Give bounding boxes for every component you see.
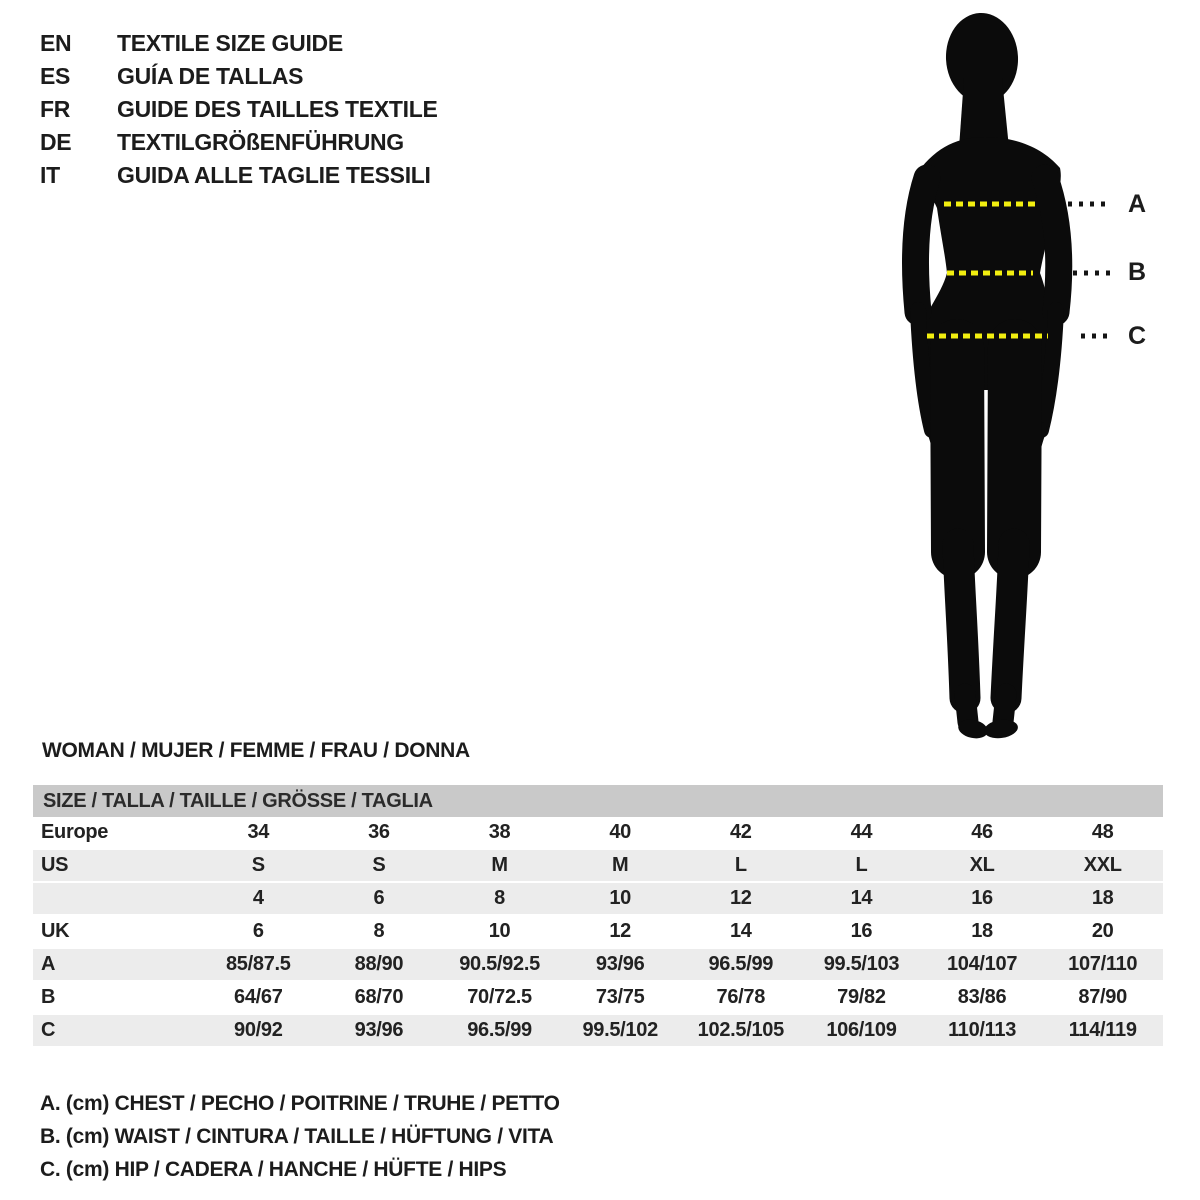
silhouette-left-upper-arm <box>915 178 927 312</box>
silhouette-right-foot <box>983 718 1019 741</box>
table-cell: L <box>681 849 802 882</box>
table-cell: 34 <box>198 817 319 849</box>
table-cell: S <box>319 849 440 882</box>
table-cell: XL <box>922 849 1043 882</box>
lang-code-it: IT <box>40 162 60 188</box>
table-cell: 87/90 <box>1042 981 1163 1014</box>
title-row-it <box>40 159 438 192</box>
table-cell: 46 <box>922 817 1043 849</box>
table-cell: 12 <box>681 882 802 915</box>
title-row-fr <box>40 93 438 126</box>
legend-chest: A. (cm) CHEST / PECHO / POITRINE / TRUHE / PETTO <box>40 1092 560 1115</box>
marker-label-c: C <box>1128 322 1147 350</box>
row-label-c: C <box>33 1014 198 1047</box>
silhouette-right-upper-arm <box>1045 178 1059 312</box>
table-cell: 16 <box>801 915 922 948</box>
table-cell: 8 <box>439 882 560 915</box>
woman-silhouette <box>915 11 1060 741</box>
table-cell: 68/70 <box>319 981 440 1014</box>
row-label-a: A <box>33 948 198 981</box>
measurement-legend <box>40 1087 560 1186</box>
silhouette-left-calf <box>958 544 965 698</box>
table-cell: 73/75 <box>560 981 681 1014</box>
table-cell: 12 <box>560 915 681 948</box>
table-cell: 16 <box>922 882 1043 915</box>
title-row-de <box>40 126 438 159</box>
table-cell: 93/96 <box>560 948 681 981</box>
table-cell: 20 <box>1042 915 1163 948</box>
lang-code-de: DE <box>40 129 72 155</box>
table-cell: 90/92 <box>198 1014 319 1047</box>
table-cell: 96.5/99 <box>681 948 802 981</box>
table-cell: 18 <box>1042 882 1163 915</box>
language-title-list <box>40 27 438 192</box>
title-row-es <box>40 60 438 93</box>
title-row-en <box>40 27 438 60</box>
size-table-header: SIZE / TALLA / TAILLE / GRÖSSE / TAGLIA <box>33 785 1163 817</box>
silhouette-left-ankle <box>965 694 968 722</box>
table-cell: 70/72.5 <box>439 981 560 1014</box>
legend-hip: C. (cm) HIP / CADERA / HANCHE / HÜFTE / HIPS <box>40 1158 507 1181</box>
table-cell: S <box>198 849 319 882</box>
table-row-europe <box>33 817 1163 849</box>
row-label-europe: Europe <box>33 817 198 849</box>
table-cell: 99.5/102 <box>560 1014 681 1047</box>
section-title-woman: WOMAN / MUJER / FEMME / FRAU / DONNA <box>42 739 470 762</box>
table-cell: 114/119 <box>1042 1014 1163 1047</box>
size-table-section <box>33 785 1163 1048</box>
table-cell: 90.5/92.5 <box>439 948 560 981</box>
table-cell: 104/107 <box>922 948 1043 981</box>
silhouette-right-calf <box>1006 544 1014 698</box>
table-cell: 110/113 <box>922 1014 1043 1047</box>
woman-silhouette-figure <box>885 10 1125 755</box>
table-cell: 96.5/99 <box>439 1014 560 1047</box>
table-cell: 79/82 <box>801 981 922 1014</box>
title-es: GUÍA DE TALLAS <box>117 63 304 89</box>
title-en: TEXTILE SIZE GUIDE <box>117 30 343 56</box>
lang-code-en: EN <box>40 30 72 56</box>
size-table <box>33 817 1163 1048</box>
table-row-us-numbers <box>33 882 1163 915</box>
table-cell: 10 <box>560 882 681 915</box>
table-row-waist-b <box>33 981 1163 1014</box>
lang-code-fr: FR <box>40 96 71 122</box>
table-cell: 76/78 <box>681 981 802 1014</box>
table-cell: 14 <box>801 882 922 915</box>
table-cell: M <box>439 849 560 882</box>
table-cell: XXL <box>1042 849 1163 882</box>
table-cell: 6 <box>198 915 319 948</box>
table-row-chest-a <box>33 948 1163 981</box>
marker-label-b: B <box>1128 258 1147 286</box>
table-cell: 93/96 <box>319 1014 440 1047</box>
table-cell: 99.5/103 <box>801 948 922 981</box>
table-cell: 64/67 <box>198 981 319 1014</box>
legend-waist: B. (cm) WAIST / CINTURA / TAILLE / HÜFTUNG / VITA <box>40 1125 554 1148</box>
table-cell: 14 <box>681 915 802 948</box>
table-cell: 102.5/105 <box>681 1014 802 1047</box>
table-cell: 18 <box>922 915 1043 948</box>
table-cell: 85/87.5 <box>198 948 319 981</box>
table-row-us-letters <box>33 849 1163 882</box>
table-cell: 40 <box>560 817 681 849</box>
table-cell: L <box>801 849 922 882</box>
row-label-b: B <box>33 981 198 1014</box>
silhouette-right-ankle <box>1003 694 1006 722</box>
table-row-hip-c <box>33 1014 1163 1047</box>
row-label-uk: UK <box>33 915 198 948</box>
table-cell: 36 <box>319 817 440 849</box>
table-cell: 4 <box>198 882 319 915</box>
row-label-blank <box>33 882 198 915</box>
table-cell: M <box>560 849 681 882</box>
table-cell: 42 <box>681 817 802 849</box>
lang-code-es: ES <box>40 63 71 89</box>
marker-label-a: A <box>1128 190 1147 218</box>
row-label-us: US <box>33 849 198 882</box>
title-fr: GUIDE DES TAILLES TEXTILE <box>117 96 438 122</box>
title-de: TEXTILGRÖßENFÜHRUNG <box>117 129 404 155</box>
table-cell: 48 <box>1042 817 1163 849</box>
title-it: GUIDA ALLE TAGLIE TESSILI <box>117 162 431 188</box>
table-row-uk <box>33 915 1163 948</box>
table-cell: 38 <box>439 817 560 849</box>
table-cell: 106/109 <box>801 1014 922 1047</box>
silhouette-right-thigh <box>1014 346 1015 552</box>
table-cell: 8 <box>319 915 440 948</box>
table-cell: 44 <box>801 817 922 849</box>
table-cell: 10 <box>439 915 560 948</box>
table-cell: 88/90 <box>319 948 440 981</box>
silhouette-left-thigh <box>957 346 958 552</box>
table-cell: 107/110 <box>1042 948 1163 981</box>
table-cell: 6 <box>319 882 440 915</box>
table-cell: 83/86 <box>922 981 1043 1014</box>
